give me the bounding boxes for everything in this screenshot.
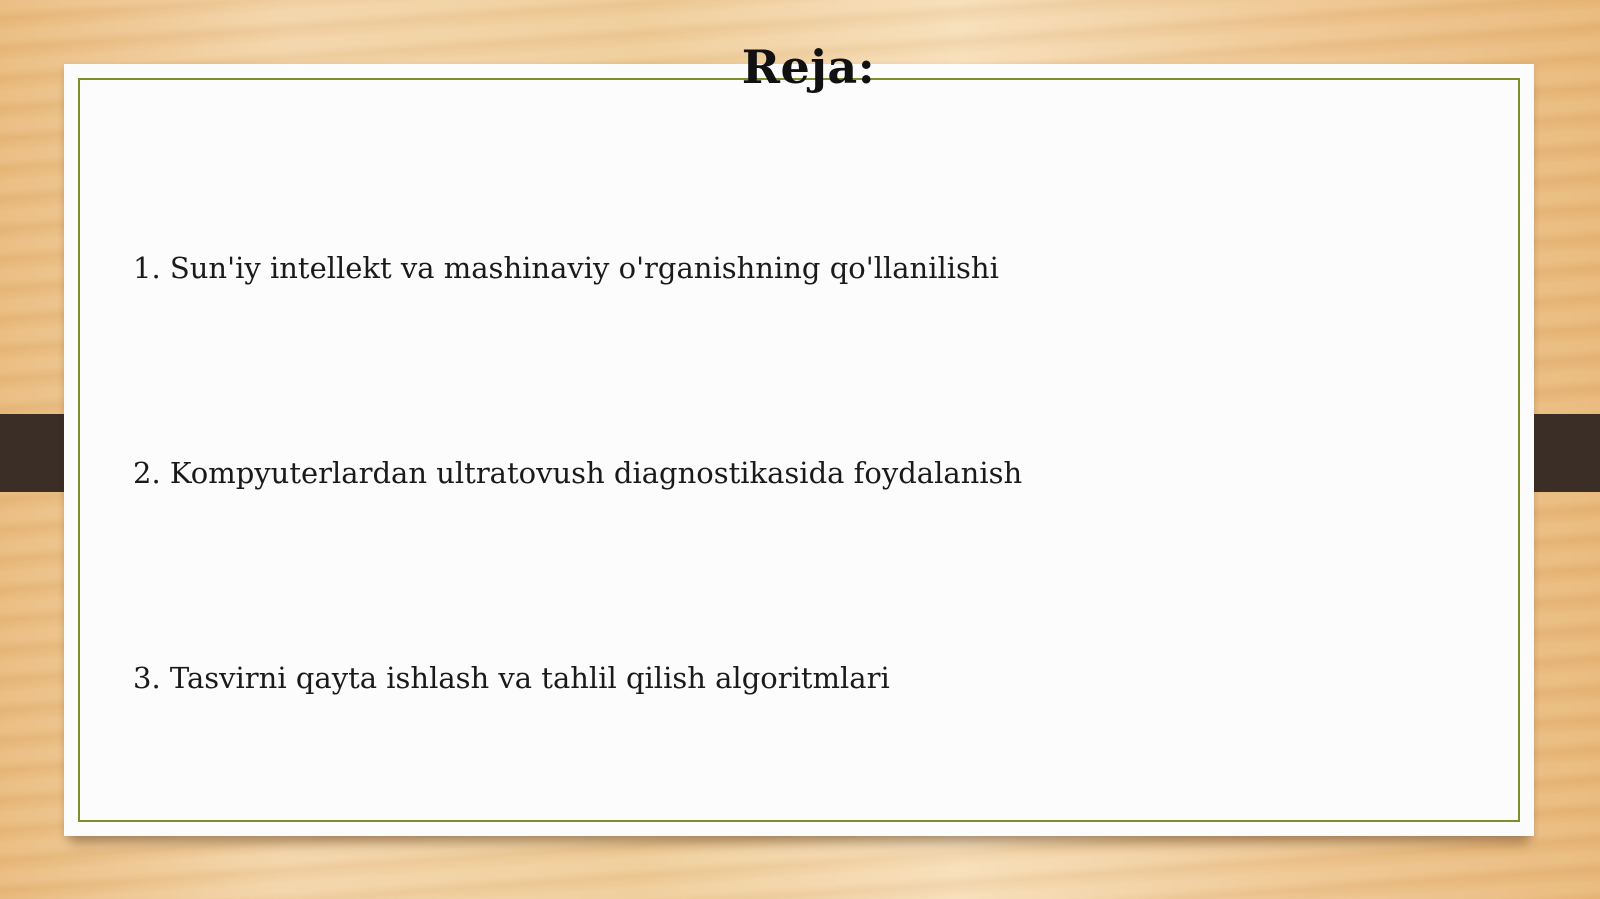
plan-item-1: 1. Sun'iy intellekt va mashinaviy o'rganishning qo'llanilishi xyxy=(133,251,999,285)
plan-item-3: 3. Tasvirni qayta ishlash va tahlil qilish algoritmlari xyxy=(133,661,890,695)
slide-title: Reja: xyxy=(741,40,876,94)
plan-item-2: 2. Kompyuterlardan ultratovush diagnostikasida foydalanish xyxy=(133,456,1023,490)
plan-list xyxy=(133,248,1022,863)
